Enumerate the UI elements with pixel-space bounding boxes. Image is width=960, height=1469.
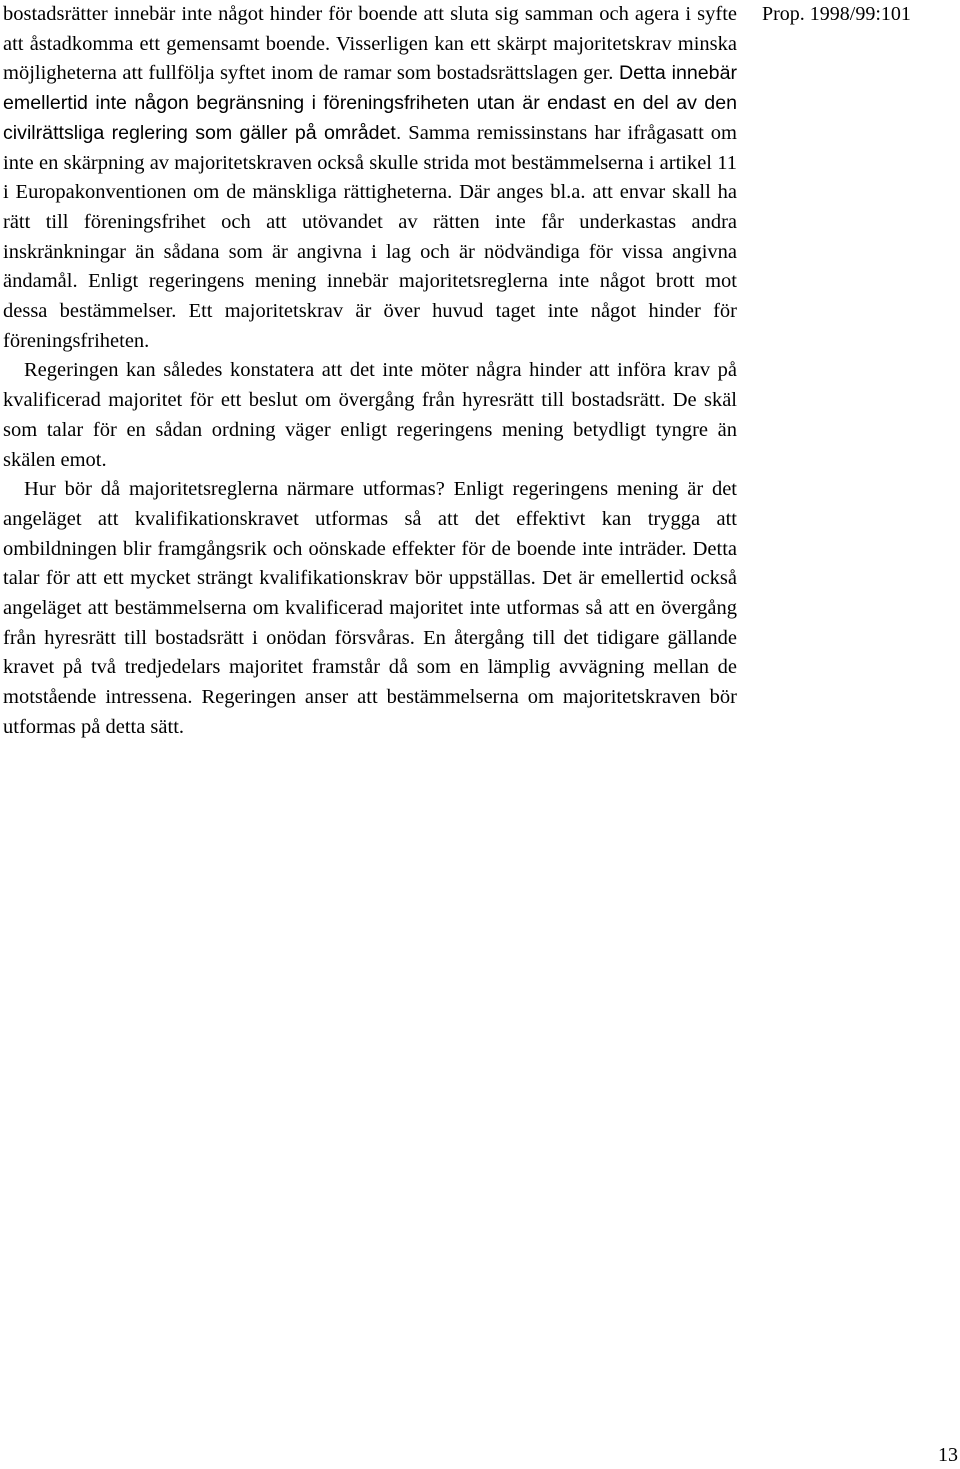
paragraph-1	[3, 0, 737, 356]
proposition-reference: Prop. 1998/99:101	[762, 3, 911, 25]
text-segment: bostadsrätter innebär inte något hinder för boende att sluta sig samman och agera i syfte att åstadkomma ett gemensamt boende. Visserligen kan ett skärpt majoritetskrav minska möjligheterna att fullfölja syftet inom de ramar som bostadsrättslagen ger.	[3, 3, 737, 85]
paragraph-3	[3, 475, 737, 742]
text-segment: Hur bör då majoritetsreglerna närmare utformas? Enligt regeringens mening är det angeläget att kvalifikationskravet utformas så att det effektivt kan trygga att ombildningen blir framgångsrik och oönskade effekter för de boende inte inträder. Detta talar för att ett mycket strängt kvalifikationskrav bör uppställas. Det är emellertid också angeläget att bestämmelserna om kvalificerad majoritet inte utformas så att en övergång från hyresrätt till bostadsrätt i onödan försvåras. En återgång till det tidigare gällande kravet på två tredjedelars majoritet framstår då som en lämplig avvägning mellan de motstående intressena. Regeringen anser att bestämmelserna om majoritetskraven bör utformas på detta sätt.	[3, 478, 737, 738]
page-number: 13	[938, 1444, 958, 1466]
text-segment: Regeringen kan således konstatera att det inte möter några hinder att införa krav på kvalificerad majoritet för ett beslut om övergång från hyresrätt till bostadsrätt. De skäl som talar för en sådan ordning väger enligt regeringens mening betydligt tyngre än skälen emot.	[3, 359, 737, 471]
text-segment: Samma remissinstans har ifrågasatt om inte en skärpning av majoritetskraven också skulle strida mot bestämmelserna i artikel 11 i Europakonventionen om de mänskliga rättigheterna. Där anges bl.a. att envar skall ha rätt till föreningsfrihet och att utövandet av rätten inte får underkastas andra inskränkningar än sådana som är angivna i lag och är nödvändiga för vissa angivna ändamål. Enligt regeringens mening innebär majoritetsreglerna inte något brott mot dessa bestämmelser. Ett majoritetskrav är över huvud taget inte något hinder för föreningsfriheten.	[3, 121, 737, 352]
text-segment-sans: Detta innebär emellertid inte någon begränsning i föreningsfriheten utan är endast en del av den civilrättsliga reglering som gäller på området.	[3, 62, 737, 144]
paragraph-2	[3, 356, 737, 475]
body-text	[3, 0, 737, 743]
